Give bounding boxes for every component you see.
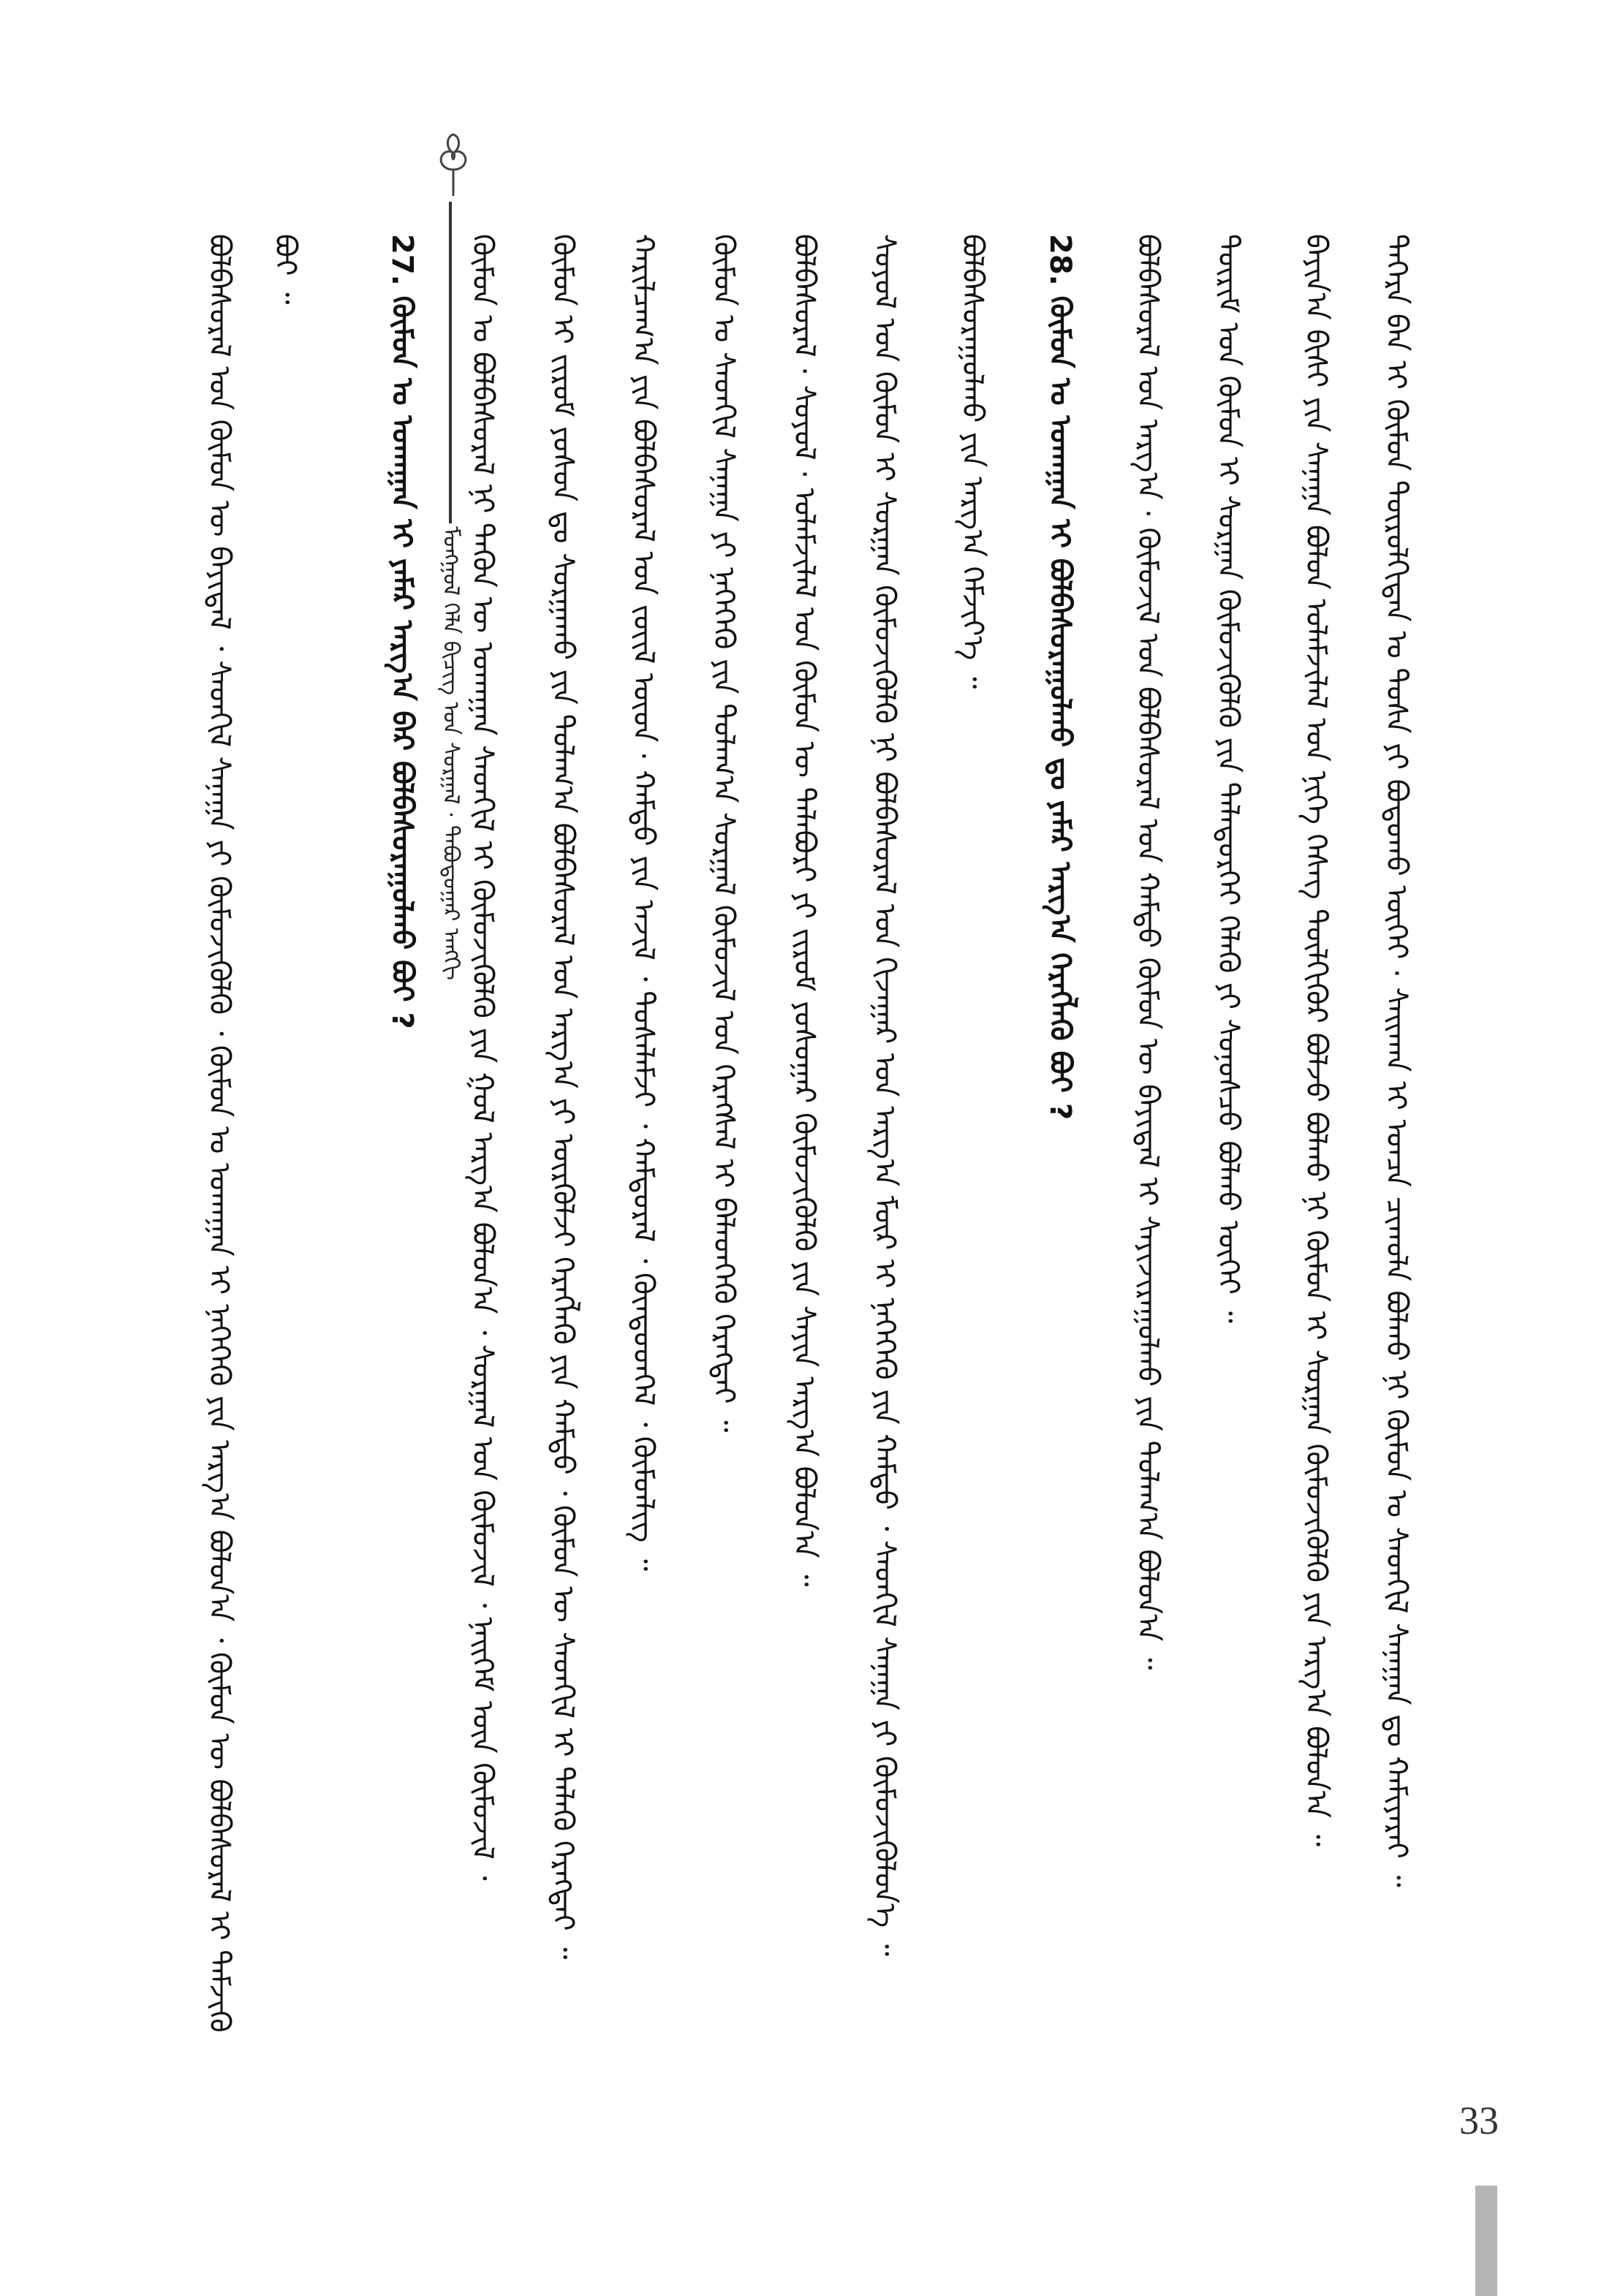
text-column-11: ᠬᠦᠮᠦᠨ ᠢ ᠵᠢᠷᠤᠮ ᠶᠣᠰᠤᠨ ᠳᠤ ᠰᠤᠷᠭᠠᠬᠤ ᠶᠢᠨ ᠲᠤᠯᠠᠭ᠎ᠠ ᠪᠣᠯᠪᠠᠰᠤᠷᠠᠯ ᠤᠨ ᠠᠷᠭ᠎ᠠ ᠶᠢ ᠦᠷᠭᠦᠯᠵᠢ ᠬᠡᠷᠡᠭᠯᠡᠬᠦ ᠶᠢᠨ ᠬᠠᠮᠲᠤ ᠂ ᠬᠦᠮᠦᠨ ᠦ ᠰᠡᠳᠬᠢᠯ ᠢ ᠲᠡᠯᠡᠬᠦ ᠬᠡᠷᠡᠭᠲᠡᠢ ᠃	[546, 234, 580, 1960]
text-column-9: ᠬᠦᠮᠦᠨ ᠤ ᠰᠡᠳᠬᠢᠯ ᠰᠠᠨᠠᠭᠠ ᠶᠢ ᠨᠡᠭᠡᠭᠡᠬᠦ ᠶᠢᠨ ᠲᠤᠯᠠᠭ᠎ᠠ ᠰᠤᠷᠭᠠᠯ ᠬᠦᠮᠦᠵᠢᠯ ᠤᠨ ᠬᠡᠷᠡᠭᠰᠡᠯ ᠢ ᠪᠡᠯᠡᠳᠬᠡᠬᠦ ᠬᠡᠷᠡᠭᠲᠡᠢ ᠃	[707, 234, 741, 1433]
text-column-12: ᠬᠦᠮᠦᠨ ᠤ ᠪᠣᠯᠪᠠᠰᠤᠷᠠᠯ ᠨᠢ ᠲᠡᠭᠦᠨ ᠦ ᠤᠬᠠᠭᠠᠨ ᠰᠡᠳᠬᠢᠯ ᠢ ᠬᠦᠮᠦᠵᠢᠭᠦᠯᠬᠦ ᠶᠢᠨ ᠭᠣᠯ ᠠᠷᠭ᠎ᠠ ᠪᠣᠯᠤᠨ᠎ᠠ ᠂ ᠰᠤᠷᠭᠠᠯ ᠤᠨ ᠬᠦᠮᠦᠵᠢᠯ ᠂ ᠨᠡᠢᠭᠡᠮ ᠦᠨ ᠬᠦᠮᠦᠵᠢᠯ ᠂	[466, 234, 499, 1881]
text-column-6: ᠪᠣᠯᠪᠠᠰᠤᠷᠠᠭᠤᠯᠬᠤ ᠶᠢᠨ ᠠᠷᠭ᠎ᠠ ᠬᠡᠮᠵᠢᠶ᠎ᠡ ᠃	[956, 234, 989, 689]
text-column-14: ᠪᠤᠢ ᠃	[268, 234, 302, 305]
text-column-10: ᠬᠠᠷᠢᠯᠴᠠᠭ᠎ᠠ ᠶᠢᠨ ᠪᠣᠯᠪᠠᠰᠤᠷᠠᠯ ᠤᠨ ᠵᠦᠢᠯ ᠦᠳ · ᠬᠠᠮᠲᠤ ᠶᠢᠨ ᠠᠵᠢᠯ ᠂ ᠲᠤᠰᠠᠯᠠᠮᠵᠢ ᠂ ᠬᠠᠮᠲᠤᠷᠠᠯ ᠂ ᠬᠦᠨᠳᠦᠳᠬᠡᠯ ᠂ ᠬᠦᠮᠦᠨᠯᠢᠭ ᠃	[627, 234, 660, 1572]
ornament-icon	[433, 132, 474, 197]
text-column-3: ᠳᠦᠷᠢᠮ ᠤᠨ ᠬᠦᠮᠦᠨ ᠢ ᠰᠤᠷᠭᠠᠨ ᠬᠦᠮᠦᠵᠢᠭᠦᠯᠬᠦ ᠶᠢᠨ ᠲᠡᠯᠡᠳᠦᠷᠬᠡᠢ ᠬᠡᠯᠡᠬᠦ ᠶᠢ ᠰᠣᠨᠣᠰᠴᠤ ᠪᠣᠯᠬᠤ ᠦᠭᠡᠢ ᠃	[1211, 234, 1245, 1324]
page-edge-tab	[1475, 2186, 1497, 2296]
text-column-1: ᠳᠡᠭᠡᠷᠡ ᠪᠠᠨ ᠢ ᠬᠦᠮᠦᠨ ᠲᠦᠷᠦᠯᠬᠢᠲᠡᠨ ᠤ ᠲᠤᠰᠠ ᠶᠢ ᠪᠣᠳᠤᠬᠤ ᠦᠭᠡᠢ · ᠰᠠᠢᠬᠠᠨ ᠢ ᠤᠨᠴᠠ ᠴᠢᠬᠤᠯᠠ ᠪᠣᠯᠬᠤ ᠨᠢ ᠬᠦᠮᠦᠨ ᠤ ᠰᠡᠳᠬᠢᠯ ᠰᠠᠨᠠᠭᠠᠨ ᠳᠤ ᠬᠠᠮᠢᠶᠠᠷᠠᠢ ᠃	[1380, 234, 1413, 1887]
text-column-2: ᠪᠠᠶᠢᠨ᠎ᠠ ᠪᠢᠰᠢ ᠶᠢᠨ ᠰᠠᠨᠠᠭᠠ ᠪᠤᠯᠤᠨ ᠤᠯᠠᠮᠵᠢᠯᠠᠯ ᠤᠨ ᠨᠢᠭᠡ ᠬᠡᠰᠡᠭ ᠲᠦᠯᠬᠢᠭᠦᠷ ᠪᠣᠯᠵᠤ ᠪᠣᠯᠬᠤ ᠨᠢ ᠬᠦᠮᠦᠨ ᠢ ᠰᠤᠷᠭᠠᠨ ᠬᠦᠮᠦᠵᠢᠭᠦᠯᠬᠦ ᠶᠢᠨ ᠠᠷᠭ᠎ᠠ ᠪᠣᠯᠤᠨ᠎ᠠ ᠃	[1299, 234, 1333, 1847]
text-column-4: ᠪᠣᠯᠪᠠᠰᠤᠷᠠᠯ ᠤᠨ ᠠᠷᠭ᠎ᠠ · ᠬᠦᠮᠦᠵᠢᠯ ᠤᠨ ᠪᠣᠯᠪᠠᠰᠤᠷᠠᠯ ᠤᠨ ᠬᠠᠮᠲᠤ ᠬᠦᠮᠦᠨ ᠦ ᠪᠠᠶᠢᠳᠠᠯ ᠢ ᠰᠠᠶᠢᠵᠢᠷᠠᠭᠤᠯᠬᠤ ᠶᠢᠨ ᠲᠤᠯᠠᠭ᠎ᠠ ᠪᠣᠯᠤᠨ᠎ᠠ ᠃	[1131, 234, 1165, 1670]
text-column-15: ᠪᠣᠯᠪᠠᠰᠤᠷᠠᠯ ᠤᠨ ᠬᠦᠮᠦᠨ ᠦ ᠪᠠᠶᠢᠳᠠᠯ ᠂ ᠰᠡᠳᠬᠢᠯ ᠰᠠᠨᠠᠭᠠ ᠶᠢ ᠬᠦᠮᠦᠵᠢᠭᠦᠯᠬᠦ ᠂ ᠬᠦᠮᠦᠨ ᠤ ᠤᠬᠠᠭᠠᠨ ᠢ ᠨᠡᠭᠡᠭᠡᠬᠦ ᠶᠢᠨ ᠠᠷᠭ᠎ᠠ ᠪᠣᠯᠤᠨ᠎ᠠ ᠂ ᠬᠦᠮᠦᠨ ᠦ ᠪᠣᠯᠪᠠᠰᠤᠷᠠᠯ ᠢ ᠳᠡᠮᠵᠢᠬᠦ	[203, 234, 236, 2033]
header-rule	[449, 202, 452, 523]
question-27: 27. ᠬᠦᠮᠦᠨ ᠤ ᠤᠬᠠᠭᠠᠨ ᠢ ᠶᠠᠮᠠᠷ ᠠᠷᠭ᠎ᠠ ᠪᠡᠷ ᠪᠣᠯᠪᠠᠰᠤᠷᠠᠭᠤᠯᠬᠤ ᠪᠤᠢ ?	[385, 234, 419, 1029]
text-column-8: ᠪᠣᠯᠪᠠᠰᠤᠷᠠᠯ · ᠰᠣᠶᠣᠯ · ᠤᠯᠠᠮᠵᠢᠯᠠᠯ ᠤᠨ ᠬᠦᠮᠦᠨ ᠦ ᠲᠠᠯᠠᠪᠤᠷᠢ ᠶᠢ ᠵᠢᠷᠤᠮ ᠶᠣᠰᠤᠭᠠᠷ ᠬᠦᠮᠦᠵᠢᠭᠦᠯᠬᠦ ᠶᠢᠨ ᠰᠠᠶᠢᠨ ᠠᠷᠭ᠎ᠠ ᠪᠣᠯᠤᠨ᠎ᠠ ᠃	[787, 234, 821, 1587]
text-column-7: ᠰᠣᠶᠣᠯ ᠤᠨ ᠬᠦᠮᠦᠨ ᠢ ᠰᠤᠷᠭᠠᠨ ᠬᠦᠮᠦᠵᠢᠭᠦᠯᠬᠦ ᠨᠢ ᠪᠣᠯᠪᠠᠰᠤᠷᠠᠯ ᠤᠨ ᠬᠢᠵᠠᠭᠠᠷ ᠤᠨ ᠠᠷᠭ᠎ᠠ ᠮᠥᠷ ᠢ ᠨᠡᠭᠡᠭᠡᠬᠦ ᠶᠢᠨ ᠬᠠᠮᠲᠤ ᠂ ᠰᠡᠳᠬᠢᠯ ᠰᠠᠨᠠᠭᠠ ᠶᠢ ᠬᠦᠮᠦᠵᠢᠭᠦᠯᠦᠨ᠎ᠡ ᠃	[868, 234, 901, 1957]
question-28: 28. ᠬᠦᠮᠦᠨ ᠤ ᠤᠬᠠᠭᠠᠨ ᠢ ᠪᠣᠯᠪᠠᠰᠤᠷᠠᠭᠤᠯᠬᠤ ᠳᠤ ᠶᠠᠮᠠᠷ ᠠᠷᠭ᠎ᠠ ᠬᠡᠷᠡᠭᠯᠡᠬᠦ ᠪᠤᠢ ?	[1043, 234, 1077, 1121]
page-number: 33	[1459, 2099, 1499, 2142]
running-header: ᠮᠣᠩᠭᠣᠯ ᠬᠡᠯᠡ ᠪᠢᠴᠢᠭ ᠤᠨ ᠰᠤᠷᠭᠠᠯ · ᠲᠠᠪᠤᠳᠤᠭᠠᠷ ᠠᠩᠭᠢ	[438, 526, 464, 981]
